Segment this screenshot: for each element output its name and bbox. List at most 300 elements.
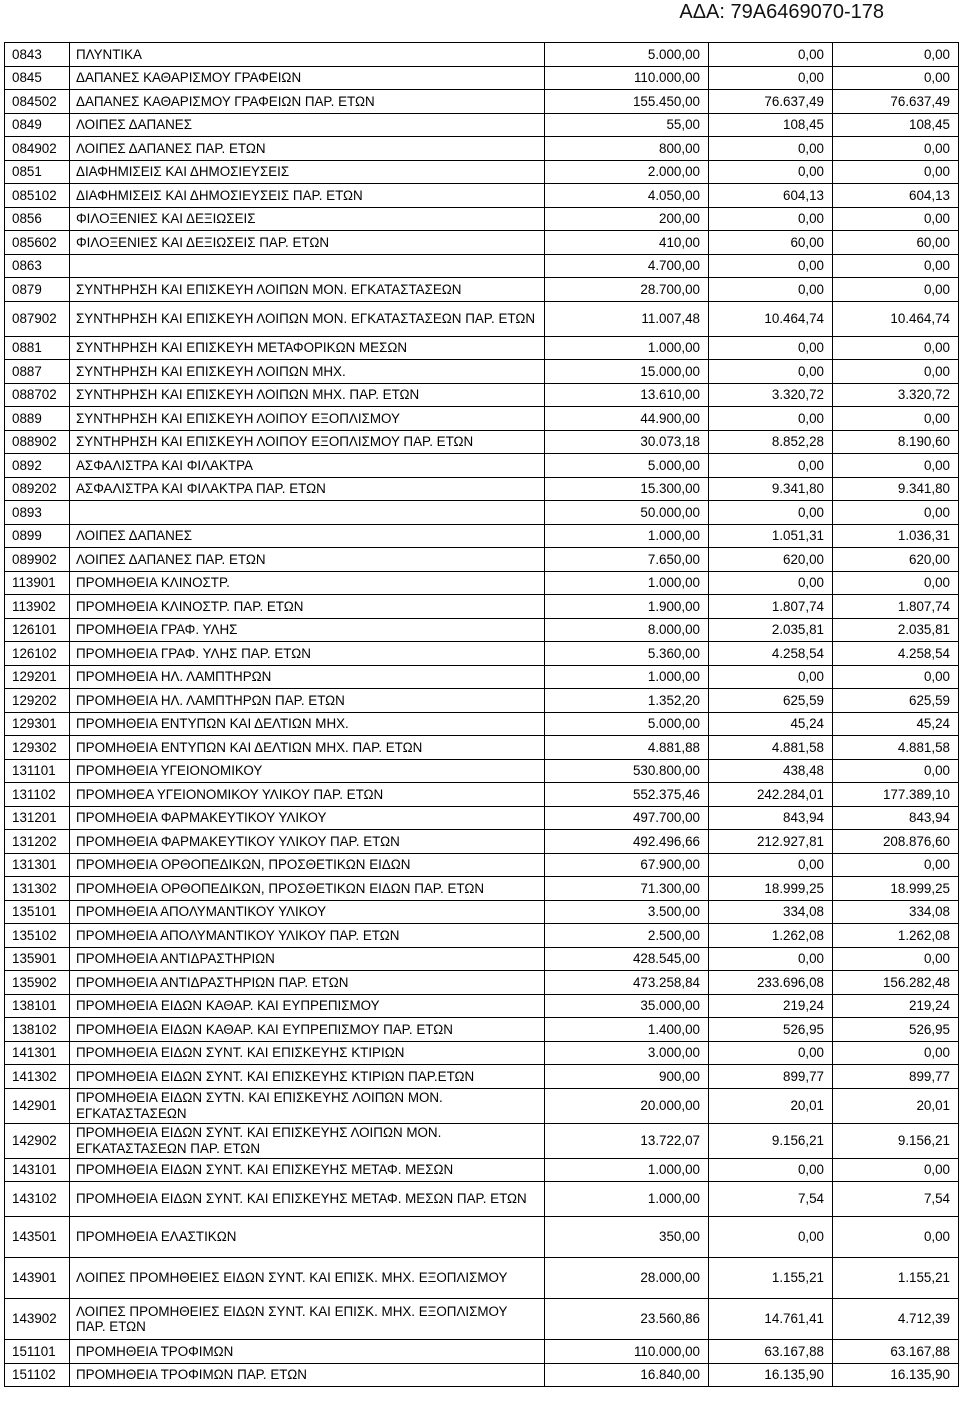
account-description: ΠΡΟΜΗΘΕΙΑ ΤΡΟΦΙΜΩΝ ΠΑΡ. ΕΤΩΝ <box>70 1363 545 1387</box>
account-description: ΠΡΟΜΗΘΕΙΑ ΕΙΔΩΝ ΣΥΤΝ. ΚΑΙ ΕΠΙΣΚΕΥΗΣ ΛΟΙΠΩΝ ΜΟΝ. ΕΓΚΑΤΑΣΤΑΣΕΩΝ <box>70 1088 545 1123</box>
amount-budgeted: 497.700,00 <box>545 806 709 830</box>
amount-paid: 16.135,90 <box>833 1363 959 1387</box>
account-code: 084902 <box>5 137 70 161</box>
amount-committed: 0,00 <box>709 66 833 90</box>
account-code: 0893 <box>5 501 70 525</box>
table-row <box>5 994 959 1018</box>
account-description: ΣΥΝΤΗΡΗΣΗ ΚΑΙ ΕΠΙΣΚΕΥΗ ΛΟΙΠΩΝ ΜΗΧ. ΠΑΡ. ΕΤΩΝ <box>70 383 545 407</box>
amount-paid: 1.036,31 <box>833 524 959 548</box>
account-code: 089202 <box>5 477 70 501</box>
amount-paid: 9.156,21 <box>833 1123 959 1158</box>
amount-budgeted: 1.000,00 <box>545 1158 709 1182</box>
account-description: ΑΣΦΑΛΙΣΤΡΑ ΚΑΙ ΦΙΛΑΚΤΡΑ <box>70 454 545 478</box>
amount-budgeted: 16.840,00 <box>545 1363 709 1387</box>
account-description: ΔΙΑΦΗΜΙΣΕΙΣ ΚΑΙ ΔΗΜΟΣΙΕΥΣΕΙΣ <box>70 160 545 184</box>
amount-committed: 0,00 <box>709 947 833 971</box>
table-row <box>5 900 959 924</box>
table-row <box>5 736 959 760</box>
amount-committed: 526,95 <box>709 1018 833 1042</box>
amount-paid: 0,00 <box>833 137 959 161</box>
amount-budgeted: 28.700,00 <box>545 278 709 302</box>
amount-committed: 0,00 <box>709 1217 833 1258</box>
amount-budgeted: 1.000,00 <box>545 524 709 548</box>
amount-budgeted: 8.000,00 <box>545 618 709 642</box>
amount-budgeted: 492.496,66 <box>545 830 709 854</box>
amount-committed: 0,00 <box>709 207 833 231</box>
amount-budgeted: 410,00 <box>545 231 709 255</box>
account-description: ΠΛΥΝΤΙΚΑ <box>70 43 545 67</box>
amount-budgeted: 5.000,00 <box>545 43 709 67</box>
table-row <box>5 1217 959 1258</box>
account-description: ΠΡΟΜΗΘΕΙΑ ΦΑΡΜΑΚΕΥΤΙΚΟΥ ΥΛΙΚΟΥ <box>70 806 545 830</box>
table-row <box>5 830 959 854</box>
table-row <box>5 477 959 501</box>
table-row <box>5 759 959 783</box>
amount-paid: 0,00 <box>833 160 959 184</box>
account-description: ΛΟΙΠΕΣ ΠΡΟΜΗΘΕΙΕΣ ΕΙΔΩΝ ΣΥΝΤ. ΚΑΙ ΕΠΙΣΚ. ΜΗΧ. ΕΞΟΠΛΙΣΜΟΥ ΠΑΡ. ΕΤΩΝ <box>70 1299 545 1340</box>
amount-committed: 76.637,49 <box>709 90 833 114</box>
table-row <box>5 665 959 689</box>
account-code: 113902 <box>5 595 70 619</box>
account-code: 0856 <box>5 207 70 231</box>
account-description: ΑΣΦΑΛΙΣΤΡΑ ΚΑΙ ΦΙΛΑΚΤΡΑ ΠΑΡ. ΕΤΩΝ <box>70 477 545 501</box>
account-description: ΠΡΟΜΗΘΕΙΑ ΕΙΔΩΝ ΣΥΝΤ. ΚΑΙ ΕΠΙΣΚΕΥΗΣ ΚΤΙΡΙΩΝ ΠΑΡ.ΕΤΩΝ <box>70 1065 545 1089</box>
account-code: 088702 <box>5 383 70 407</box>
amount-committed: 18.999,25 <box>709 877 833 901</box>
table-row <box>5 1158 959 1182</box>
account-description: ΠΡΟΜΗΘΕΙΑ ΕΙΔΩΝ ΚΑΘΑΡ. ΚΑΙ ΕΥΠΡΕΠΙΣΜΟΥ ΠΑΡ. ΕΤΩΝ <box>70 1018 545 1042</box>
amount-paid: 18.999,25 <box>833 877 959 901</box>
amount-committed: 10.464,74 <box>709 301 833 336</box>
amount-paid: 3.320,72 <box>833 383 959 407</box>
amount-paid: 625,59 <box>833 689 959 713</box>
amount-paid: 0,00 <box>833 278 959 302</box>
amount-committed: 108,45 <box>709 113 833 137</box>
amount-budgeted: 1.900,00 <box>545 595 709 619</box>
table-row <box>5 524 959 548</box>
amount-paid: 0,00 <box>833 759 959 783</box>
amount-paid: 1.155,21 <box>833 1258 959 1299</box>
account-description: ΛΟΙΠΕΣ ΔΑΠΑΝΕΣ <box>70 524 545 548</box>
amount-committed: 233.696,08 <box>709 971 833 995</box>
amount-budgeted: 15.000,00 <box>545 360 709 384</box>
amount-budgeted: 1.000,00 <box>545 336 709 360</box>
amount-budgeted: 3.500,00 <box>545 900 709 924</box>
amount-budgeted: 5.000,00 <box>545 454 709 478</box>
amount-budgeted: 4.700,00 <box>545 254 709 278</box>
table-row <box>5 278 959 302</box>
amount-committed: 438,48 <box>709 759 833 783</box>
amount-committed: 334,08 <box>709 900 833 924</box>
table-row <box>5 1018 959 1042</box>
amount-paid: 0,00 <box>833 360 959 384</box>
table-row <box>5 336 959 360</box>
amount-paid: 2.035,81 <box>833 618 959 642</box>
amount-budgeted: 1.000,00 <box>545 665 709 689</box>
amount-budgeted: 30.073,18 <box>545 430 709 454</box>
account-code: 138101 <box>5 994 70 1018</box>
account-description: ΠΡΟΜΗΘΕΙΑ ΟΡΘΟΠΕΔΙΚΩΝ, ΠΡΟΣΘΕΤΙΚΩΝ ΕΙΔΩΝ <box>70 853 545 877</box>
amount-committed: 14.761,41 <box>709 1299 833 1340</box>
account-code: 085102 <box>5 184 70 208</box>
table-row <box>5 1041 959 1065</box>
account-description: ΠΡΟΜΗΘΕΙΑ ΑΠΟΛΥΜΑΝΤΙΚΟΥ ΥΛΙΚΟΥ <box>70 900 545 924</box>
amount-budgeted: 350,00 <box>545 1217 709 1258</box>
amount-committed: 843,94 <box>709 806 833 830</box>
account-description: ΠΡΟΜΗΘΕΙΑ ΕΙΔΩΝ ΣΥΝΤ. ΚΑΙ ΕΠΙΣΚΕΥΗΣ ΛΟΙΠΩΝ ΜΟΝ. ΕΓΚΑΤΑΣΤΑΣΕΩΝ ΠΑΡ. ΕΤΩΝ <box>70 1123 545 1158</box>
table-row <box>5 407 959 431</box>
table-row <box>5 1363 959 1387</box>
amount-committed: 9.156,21 <box>709 1123 833 1158</box>
account-description: ΠΡΟΜΗΘΕΙΑ ΤΡΟΦΙΜΩΝ <box>70 1340 545 1364</box>
account-description: ΣΥΝΤΗΡΗΣΗ ΚΑΙ ΕΠΙΣΚΕΥΗ ΛΟΙΠΩΝ ΜΟΝ. ΕΓΚΑΤΑΣΤΑΣΕΩΝ <box>70 278 545 302</box>
account-description: ΔΑΠΑΝΕΣ ΚΑΘΑΡΙΣΜΟΥ ΓΡΑΦΕΙΩΝ <box>70 66 545 90</box>
table-row <box>5 571 959 595</box>
account-code: 131102 <box>5 783 70 807</box>
account-code: 085602 <box>5 231 70 255</box>
account-code: 0887 <box>5 360 70 384</box>
amount-paid: 0,00 <box>833 43 959 67</box>
account-code: 131202 <box>5 830 70 854</box>
account-description: ΣΥΝΤΗΡΗΣΗ ΚΑΙ ΕΠΙΣΚΕΥΗ ΜΕΤΑΦΟΡΙΚΩΝ ΜΕΣΩΝ <box>70 336 545 360</box>
table-row <box>5 712 959 736</box>
table-row <box>5 301 959 336</box>
amount-paid: 1.262,08 <box>833 924 959 948</box>
amount-committed: 1.051,31 <box>709 524 833 548</box>
account-code: 088902 <box>5 430 70 454</box>
amount-paid: 208.876,60 <box>833 830 959 854</box>
amount-budgeted: 11.007,48 <box>545 301 709 336</box>
table-row <box>5 1258 959 1299</box>
amount-paid: 0,00 <box>833 853 959 877</box>
table-row <box>5 43 959 67</box>
amount-committed: 604,13 <box>709 184 833 208</box>
amount-budgeted: 13.722,07 <box>545 1123 709 1158</box>
amount-paid: 10.464,74 <box>833 301 959 336</box>
amount-paid: 0,00 <box>833 454 959 478</box>
table-row <box>5 1182 959 1217</box>
amount-budgeted: 155.450,00 <box>545 90 709 114</box>
amount-paid: 0,00 <box>833 947 959 971</box>
amount-budgeted: 23.560,86 <box>545 1299 709 1340</box>
account-code: 0881 <box>5 336 70 360</box>
table-row <box>5 160 959 184</box>
amount-budgeted: 5.360,00 <box>545 642 709 666</box>
amount-committed: 20,01 <box>709 1088 833 1123</box>
table-row <box>5 430 959 454</box>
table-row <box>5 947 959 971</box>
account-code: 0863 <box>5 254 70 278</box>
account-code: 087902 <box>5 301 70 336</box>
account-code: 151101 <box>5 1340 70 1364</box>
amount-budgeted: 55,00 <box>545 113 709 137</box>
table-row <box>5 113 959 137</box>
account-description: ΛΟΙΠΕΣ ΠΡΟΜΗΘΕΙΕΣ ΕΙΔΩΝ ΣΥΝΤ. ΚΑΙ ΕΠΙΣΚ. ΜΗΧ. ΕΞΟΠΛΙΣΜΟΥ <box>70 1258 545 1299</box>
amount-committed: 63.167,88 <box>709 1340 833 1364</box>
account-description: ΠΡΟΜΗΘΕΙΑ ΓΡΑΦ. ΥΛΗΣ ΠΑΡ. ΕΤΩΝ <box>70 642 545 666</box>
amount-paid: 334,08 <box>833 900 959 924</box>
account-code: 0851 <box>5 160 70 184</box>
amount-paid: 20,01 <box>833 1088 959 1123</box>
amount-paid: 7,54 <box>833 1182 959 1217</box>
amount-committed: 0,00 <box>709 853 833 877</box>
table-row <box>5 207 959 231</box>
amount-budgeted: 1.352,20 <box>545 689 709 713</box>
amount-paid: 60,00 <box>833 231 959 255</box>
amount-budgeted: 2.000,00 <box>545 160 709 184</box>
account-description: ΠΡΟΜΗΘΕΙΑ ΥΓΕΙΟΝΟΜΙΚΟΥ <box>70 759 545 783</box>
table-row <box>5 924 959 948</box>
amount-budgeted: 20.000,00 <box>545 1088 709 1123</box>
account-description <box>70 254 545 278</box>
amount-committed: 625,59 <box>709 689 833 713</box>
table-row <box>5 595 959 619</box>
account-code: 143501 <box>5 1217 70 1258</box>
amount-budgeted: 110.000,00 <box>545 66 709 90</box>
amount-paid: 0,00 <box>833 336 959 360</box>
account-description: ΠΡΟΜΗΘΕΙΑ ΕΙΔΩΝ ΚΑΘΑΡ. ΚΑΙ ΕΥΠΡΕΠΙΣΜΟΥ <box>70 994 545 1018</box>
account-code: 131101 <box>5 759 70 783</box>
amount-committed: 60,00 <box>709 231 833 255</box>
account-description: ΠΡΟΜΗΘΕΙΑ ΦΑΡΜΑΚΕΥΤΙΚΟΥ ΥΛΙΚΟΥ ΠΑΡ. ΕΤΩΝ <box>70 830 545 854</box>
account-description: ΦΙΛΟΞΕΝΙΕΣ ΚΑΙ ΔΕΞΙΩΣΕΙΣ <box>70 207 545 231</box>
amount-committed: 212.927,81 <box>709 830 833 854</box>
account-description: ΣΥΝΤΗΡΗΣΗ ΚΑΙ ΕΠΙΣΚΕΥΗ ΛΟΙΠΩΝ ΜΗΧ. <box>70 360 545 384</box>
table-row <box>5 1123 959 1158</box>
amount-paid: 0,00 <box>833 501 959 525</box>
amount-committed: 0,00 <box>709 407 833 431</box>
amount-budgeted: 3.000,00 <box>545 1041 709 1065</box>
amount-paid: 526,95 <box>833 1018 959 1042</box>
table-row <box>5 360 959 384</box>
amount-committed: 0,00 <box>709 454 833 478</box>
amount-committed: 1.807,74 <box>709 595 833 619</box>
amount-paid: 0,00 <box>833 407 959 431</box>
amount-committed: 0,00 <box>709 1158 833 1182</box>
table-row <box>5 806 959 830</box>
budget-table-body <box>5 43 959 1387</box>
account-code: 141301 <box>5 1041 70 1065</box>
account-description: ΠΡΟΜΗΘΕΙΑ ΑΝΤΙΔΡΑΣΤΗΡΙΩΝ <box>70 947 545 971</box>
amount-committed: 0,00 <box>709 137 833 161</box>
account-description: ΠΡΟΜΗΘΕΙΑ ΑΝΤΙΔΡΑΣΤΗΡΙΩΝ ΠΑΡ. ΕΤΩΝ <box>70 971 545 995</box>
account-code: 143901 <box>5 1258 70 1299</box>
account-code: 113901 <box>5 571 70 595</box>
account-description: ΣΥΝΤΗΡΗΣΗ ΚΑΙ ΕΠΙΣΚΕΥΗ ΛΟΙΠΟΥ ΕΞΟΠΛΙΣΜΟΥ ΠΑΡ. ΕΤΩΝ <box>70 430 545 454</box>
amount-committed: 7,54 <box>709 1182 833 1217</box>
table-row <box>5 454 959 478</box>
account-code: 0892 <box>5 454 70 478</box>
amount-budgeted: 2.500,00 <box>545 924 709 948</box>
amount-budgeted: 428.545,00 <box>545 947 709 971</box>
account-code: 141302 <box>5 1065 70 1089</box>
amount-committed: 4.258,54 <box>709 642 833 666</box>
account-code: 0845 <box>5 66 70 90</box>
account-code: 0849 <box>5 113 70 137</box>
account-code: 151102 <box>5 1363 70 1387</box>
account-description: ΛΟΙΠΕΣ ΔΑΠΑΝΕΣ ΠΑΡ. ΕΤΩΝ <box>70 548 545 572</box>
account-description: ΠΡΟΜΗΘΕΙΑ ΗΛ. ΛΑΜΠΤΗΡΩΝ ΠΑΡ. ΕΤΩΝ <box>70 689 545 713</box>
amount-paid: 0,00 <box>833 665 959 689</box>
table-row <box>5 184 959 208</box>
amount-budgeted: 67.900,00 <box>545 853 709 877</box>
amount-paid: 604,13 <box>833 184 959 208</box>
amount-committed: 620,00 <box>709 548 833 572</box>
account-description: ΠΡΟΜΗΘΕΙΑ ΕΝΤΥΠΩΝ ΚΑΙ ΔΕΛΤΙΩΝ ΜΗΧ. ΠΑΡ. ΕΤΩΝ <box>70 736 545 760</box>
amount-committed: 1.262,08 <box>709 924 833 948</box>
table-row <box>5 618 959 642</box>
table-row <box>5 137 959 161</box>
amount-budgeted: 110.000,00 <box>545 1340 709 1364</box>
amount-committed: 4.881,58 <box>709 736 833 760</box>
account-code: 135902 <box>5 971 70 995</box>
account-code: 131301 <box>5 853 70 877</box>
table-row <box>5 642 959 666</box>
account-code: 143102 <box>5 1182 70 1217</box>
amount-paid: 9.341,80 <box>833 477 959 501</box>
amount-paid: 1.807,74 <box>833 595 959 619</box>
amount-committed: 8.852,28 <box>709 430 833 454</box>
amount-paid: 0,00 <box>833 1041 959 1065</box>
account-description: ΔΙΑΦΗΜΙΣΕΙΣ ΚΑΙ ΔΗΜΟΣΙΕΥΣΕΙΣ ΠΑΡ. ΕΤΩΝ <box>70 184 545 208</box>
table-row <box>5 1088 959 1123</box>
amount-committed: 16.135,90 <box>709 1363 833 1387</box>
amount-committed: 0,00 <box>709 254 833 278</box>
amount-committed: 0,00 <box>709 571 833 595</box>
amount-committed: 0,00 <box>709 160 833 184</box>
amount-paid: 63.167,88 <box>833 1340 959 1364</box>
ada-identifier: ΑΔΑ: 79Α6469070-178 <box>679 1 884 23</box>
amount-paid: 156.282,48 <box>833 971 959 995</box>
table-row <box>5 689 959 713</box>
amount-paid: 4.712,39 <box>833 1299 959 1340</box>
account-code: 0889 <box>5 407 70 431</box>
account-description: ΛΟΙΠΕΣ ΔΑΠΑΝΕΣ ΠΑΡ. ΕΤΩΝ <box>70 137 545 161</box>
account-code: 143902 <box>5 1299 70 1340</box>
account-description: ΠΡΟΜΗΘΕΙΑ ΕΙΔΩΝ ΣΥΝΤ. ΚΑΙ ΕΠΙΣΚΕΥΗΣ ΚΤΙΡΙΩΝ <box>70 1041 545 1065</box>
amount-budgeted: 4.881,88 <box>545 736 709 760</box>
amount-budgeted: 200,00 <box>545 207 709 231</box>
amount-budgeted: 1.400,00 <box>545 1018 709 1042</box>
account-description: ΠΡΟΜΗΘΕΙΑ ΟΡΘΟΠΕΔΙΚΩΝ, ΠΡΟΣΘΕΤΙΚΩΝ ΕΙΔΩΝ ΠΑΡ. ΕΤΩΝ <box>70 877 545 901</box>
table-row <box>5 1340 959 1364</box>
amount-committed: 242.284,01 <box>709 783 833 807</box>
amount-budgeted: 1.000,00 <box>545 571 709 595</box>
account-code: 0899 <box>5 524 70 548</box>
account-description: ΣΥΝΤΗΡΗΣΗ ΚΑΙ ΕΠΙΣΚΕΥΗ ΛΟΙΠΟΥ ΕΞΟΠΛΙΣΜΟΥ <box>70 407 545 431</box>
amount-committed: 45,24 <box>709 712 833 736</box>
account-description: ΠΡΟΜΗΘΕΙΑ ΕΝΤΥΠΩΝ ΚΑΙ ΔΕΛΤΙΩΝ ΜΗΧ. <box>70 712 545 736</box>
account-code: 138102 <box>5 1018 70 1042</box>
account-code: 142901 <box>5 1088 70 1123</box>
amount-committed: 2.035,81 <box>709 618 833 642</box>
amount-budgeted: 5.000,00 <box>545 712 709 736</box>
amount-committed: 1.155,21 <box>709 1258 833 1299</box>
amount-budgeted: 50.000,00 <box>545 501 709 525</box>
table-row <box>5 66 959 90</box>
amount-budgeted: 71.300,00 <box>545 877 709 901</box>
account-code: 131201 <box>5 806 70 830</box>
table-row <box>5 1299 959 1340</box>
amount-paid: 177.389,10 <box>833 783 959 807</box>
amount-paid: 0,00 <box>833 1217 959 1258</box>
amount-committed: 899,77 <box>709 1065 833 1089</box>
account-code: 129202 <box>5 689 70 713</box>
amount-budgeted: 900,00 <box>545 1065 709 1089</box>
amount-budgeted: 28.000,00 <box>545 1258 709 1299</box>
amount-budgeted: 35.000,00 <box>545 994 709 1018</box>
table-row <box>5 254 959 278</box>
account-description: ΦΙΛΟΞΕΝΙΕΣ ΚΑΙ ΔΕΞΙΩΣΕΙΣ ΠΑΡ. ΕΤΩΝ <box>70 231 545 255</box>
account-code: 131302 <box>5 877 70 901</box>
amount-paid: 899,77 <box>833 1065 959 1089</box>
account-code: 135901 <box>5 947 70 971</box>
amount-budgeted: 7.650,00 <box>545 548 709 572</box>
amount-committed: 0,00 <box>709 501 833 525</box>
account-code: 142902 <box>5 1123 70 1158</box>
amount-committed: 3.320,72 <box>709 383 833 407</box>
account-code: 126101 <box>5 618 70 642</box>
amount-committed: 0,00 <box>709 278 833 302</box>
account-description: ΠΡΟΜΗΘΕΙΑ ΓΡΑΦ. ΥΛΗΣ <box>70 618 545 642</box>
amount-paid: 8.190,60 <box>833 430 959 454</box>
amount-paid: 45,24 <box>833 712 959 736</box>
account-code: 0879 <box>5 278 70 302</box>
table-row <box>5 783 959 807</box>
account-description <box>70 501 545 525</box>
account-code: 129302 <box>5 736 70 760</box>
account-description: ΠΡΟΜΗΘΕΙΑ ΕΙΔΩΝ ΣΥΝΤ. ΚΑΙ ΕΠΙΣΚΕΥΗΣ ΜΕΤΑΦ. ΜΕΣΩΝ ΠΑΡ. ΕΤΩΝ <box>70 1182 545 1217</box>
table-row <box>5 971 959 995</box>
amount-committed: 0,00 <box>709 665 833 689</box>
amount-budgeted: 552.375,46 <box>545 783 709 807</box>
table-row <box>5 383 959 407</box>
account-description: ΔΑΠΑΝΕΣ ΚΑΘΑΡΙΣΜΟΥ ΓΡΑΦΕΙΩΝ ΠΑΡ. ΕΤΩΝ <box>70 90 545 114</box>
amount-budgeted: 800,00 <box>545 137 709 161</box>
amount-committed: 219,24 <box>709 994 833 1018</box>
amount-budgeted: 15.300,00 <box>545 477 709 501</box>
amount-paid: 0,00 <box>833 571 959 595</box>
account-code: 135102 <box>5 924 70 948</box>
account-code: 129201 <box>5 665 70 689</box>
account-description: ΠΡΟΜΗΘΕΑ ΥΓΕΙΟΝΟΜΙΚΟΥ ΥΛΙΚΟΥ ΠΑΡ. ΕΤΩΝ <box>70 783 545 807</box>
amount-paid: 0,00 <box>833 254 959 278</box>
account-description: ΛΟΙΠΕΣ ΔΑΠΑΝΕΣ <box>70 113 545 137</box>
account-description: ΠΡΟΜΗΘΕΙΑ ΑΠΟΛΥΜΑΝΤΙΚΟΥ ΥΛΙΚΟΥ ΠΑΡ. ΕΤΩΝ <box>70 924 545 948</box>
amount-budgeted: 44.900,00 <box>545 407 709 431</box>
account-description: ΣΥΝΤΗΡΗΣΗ ΚΑΙ ΕΠΙΣΚΕΥΗ ΛΟΙΠΩΝ ΜΟΝ. ΕΓΚΑΤΑΣΤΑΣΕΩΝ ΠΑΡ. ΕΤΩΝ <box>70 301 545 336</box>
amount-budgeted: 1.000,00 <box>545 1182 709 1217</box>
amount-budgeted: 13.610,00 <box>545 383 709 407</box>
amount-paid: 4.881,58 <box>833 736 959 760</box>
amount-paid: 620,00 <box>833 548 959 572</box>
amount-budgeted: 473.258,84 <box>545 971 709 995</box>
amount-paid: 0,00 <box>833 207 959 231</box>
table-row <box>5 90 959 114</box>
table-row <box>5 501 959 525</box>
account-description: ΠΡΟΜΗΘΕΙΑ ΚΛΙΝΟΣΤΡ. ΠΑΡ. ΕΤΩΝ <box>70 595 545 619</box>
budget-table <box>4 42 959 1387</box>
table-row <box>5 1065 959 1089</box>
account-description: ΠΡΟΜΗΘΕΙΑ ΗΛ. ΛΑΜΠΤΗΡΩΝ <box>70 665 545 689</box>
table-row <box>5 877 959 901</box>
amount-paid: 76.637,49 <box>833 90 959 114</box>
account-code: 143101 <box>5 1158 70 1182</box>
table-row <box>5 231 959 255</box>
amount-paid: 0,00 <box>833 1158 959 1182</box>
account-code: 126102 <box>5 642 70 666</box>
amount-paid: 219,24 <box>833 994 959 1018</box>
